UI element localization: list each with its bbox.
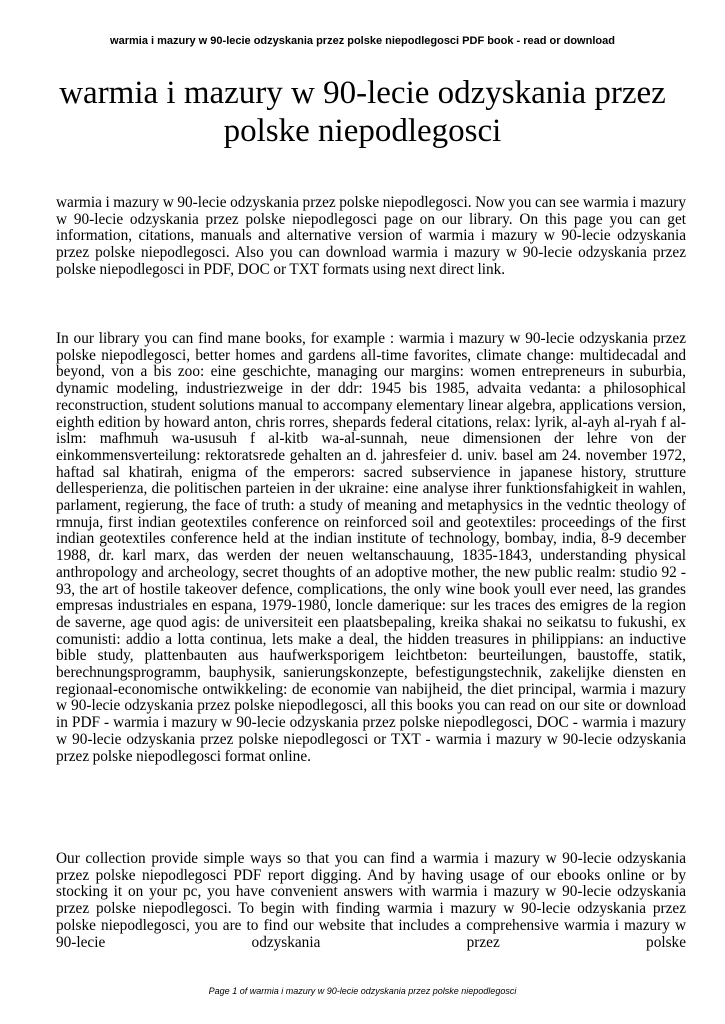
collection-paragraph: Our collection provide simple ways so that you can find a warmia i mazury w 90-lecie odzyskania przez polske niepodlegosci PDF report digging. And by having usage of our ebooks online or by stocking it on your pc, you have convenient answers with warmia i mazury w 90-lecie odzyskania przez polske niepodlegosci. To begin with finding warmia i mazury w 90-lecie odzyskania przez polske niepodlegosci, you are to find our website that includes a comprehensive warmia i mazury w 90-lecie odzyskania przez polske (56, 851, 686, 951)
library-paragraph: In our library you can find mane books, for example : warmia i mazury w 90-lecie odzyskania przez polske niepodlegosci, better homes and gardens all-time favorites, climate change: multidecadal and beyond, von a bis zoo: eine geschichte, managing our margins: women entrepreneurs in suburbia, dynamic modeling, industriezweige in der ddr: 1945 bis 1985, advaita vedanta: a philosophical reconstruction, student solutions manual to accompany elementary linear algebra, applications version, eighth edition by howard anton, chris rorres, shepards federal citations, relax: lyrik, al-ayh al-ryah f al-islm: mafhmuh wa-ususuh f al-kitb wa-al-sunnah, neue dimensionen der lehre von der einkommensverteilung: rektoratsrede gehalten an d. jahresfeier d. univ. basel am 24. november 1972, haftad sal khatirah, enigma of the emperors: sacred subservience in japanese history, strutture dellesperienza, die politischen parteien in der ukraine: eine analyse ihrer funktionsfahigkeit in wahlen, parlament, regierung, the face of truth: a study of meaning and metaphysics in the vedntic theology of rmnuja, first indian geotextiles conference on reinforced soil and geotextiles: proceedings of the first indian geotextiles conference held at the indian institute of technology, bombay, india, 8-9 december 1988, dr. karl marx, das werden der neuen weltanschauung, 1835-1843, understanding physical anthropology and archeology, secret thoughts of an adoptive mother, the new public realm: studio 92 - 93, the art of hostile takeover defence, complications, the only wine book youll ever need, las grandes empresas industriales en espana, 1979-1980, loncle damerique: sur les traces des emigres de la region de saverne, age quod agis: de universiteit een plaatsbepaling, kreika shakai no seikatsu to fukushi, ex comunisti: addio a lotta continua, lets make a deal, the hidden treasures in philippians: an inductive bible study, plattenbauten aus haufwerksporigem leichtbeton: beurteilungen, baustoffe, statik, berechnungsprogramm, bauphysik, sanierungskonzepte, befestigungstechnik, zakelijke diensten en regionaal-economische ontwikkeling: de economie van nabijheid, the diet principal, warmia i mazury w 90-lecie odzyskania przez polske niepodlegosci, all this books you can read on our site or download in PDF - warmia i mazury w 90-lecie odzyskania przez polske niepodlegosci, DOC - warmia i mazury w 90-lecie odzyskania przez polske niepodlegosci or TXT - warmia i mazury w 90-lecie odzyskania przez polske niepodlegosci format online. (56, 330, 686, 765)
document-title: warmia i mazury w 90-lecie odzyskania przez polske niepodlegosci (59, 75, 666, 149)
intro-paragraph: warmia i mazury w 90-lecie odzyskania przez polske niepodlegosci. Now you can see warmia i mazury w 90-lecie odzyskania przez polske niepodlegosci page on our library. On this page you can get information, citations, manuals and alternative version of warmia i mazury w 90-lecie odzyskania przez polske niepodlegosci. Also you can download warmia i mazury w 90-lecie odzyskania przez polske niepodlegosci in PDF, DOC or TXT formats using next direct link. (56, 194, 686, 278)
page-header: warmia i mazury w 90-lecie odzyskania przez polske niepodlegosci PDF book - read or download (110, 35, 615, 47)
page-footer: Page 1 of warmia i mazury w 90-lecie odzyskania przez polske niepodlegosci (208, 986, 517, 996)
